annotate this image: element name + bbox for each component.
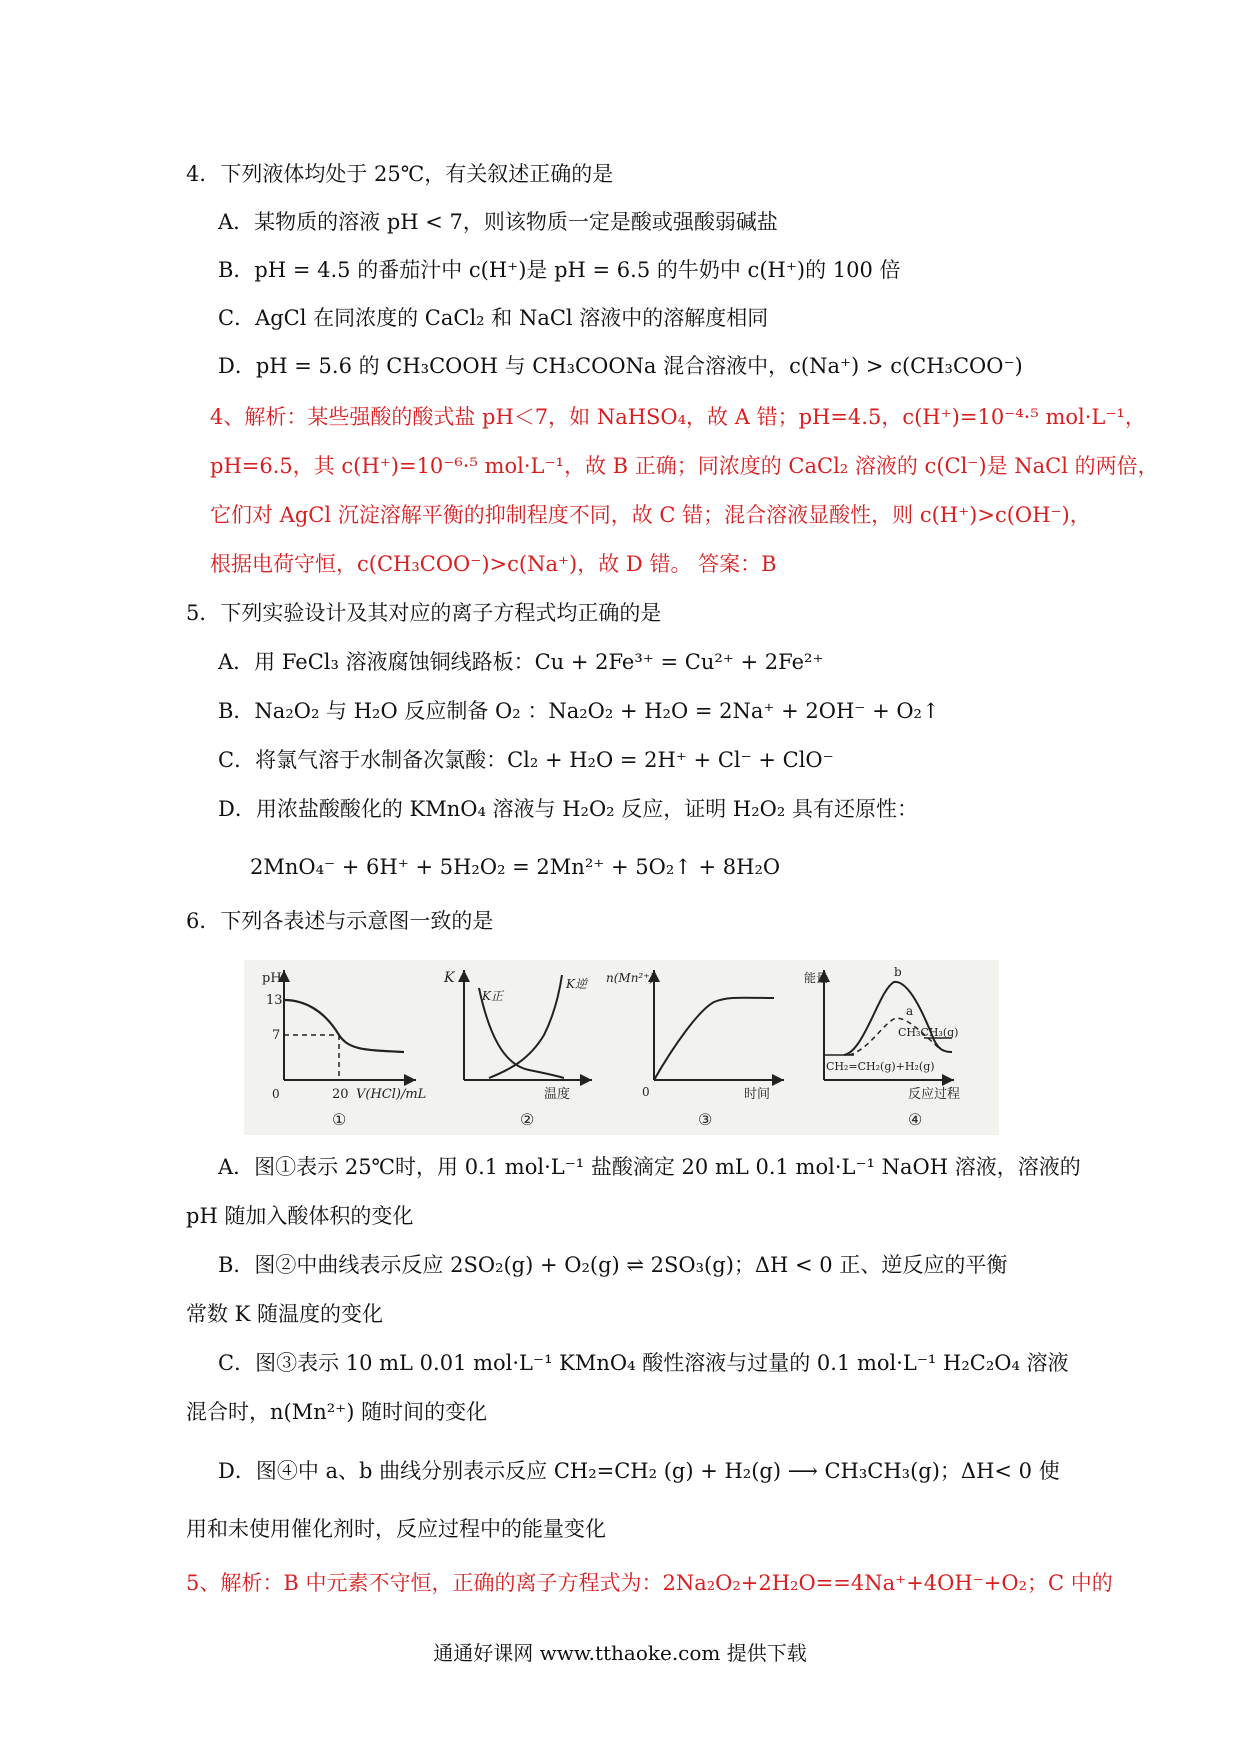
q5-option-d-equation: 2MnO₄⁻ + 6H⁺ + 5H₂O₂ = 2Mn²⁺ + 5O₂↑ + 8H₂O <box>250 855 781 879</box>
g3-xlabel: 时间 <box>744 1087 771 1102</box>
q4-option-c: C．AgCl 在同浓度的 CaCl₂ 和 NaCl 溶液中的溶解度相同 <box>218 306 769 330</box>
g4-curve-b: b <box>894 965 902 979</box>
g4-product: CH₃CH₃(g) <box>898 1026 959 1039</box>
g1-ylabel: pH <box>262 971 282 986</box>
g2-number: ② <box>520 1110 535 1129</box>
g2-k-zheng: K正 <box>482 989 503 1003</box>
q4-stem: 4．下列液体均处于 25℃，有关叙述正确的是 <box>186 162 614 186</box>
q5-stem: 5．下列实验设计及其对应的离子方程式均正确的是 <box>186 601 662 625</box>
q4-analysis-line1: 4、解析：某些强酸的酸式盐 pH＜7，如 NaHSO₄，故 A 错；pH=4.5，c(H⁺)=10⁻⁴·⁵ mol·L⁻¹， <box>210 405 1146 429</box>
q5-option-a: A．用 FeCl₃ 溶液腐蚀铜线路板：Cu + 2Fe³⁺ = Cu²⁺ + 2Fe²⁺ <box>218 650 824 674</box>
q6-option-c-line2: 混合时，n(Mn²⁺) 随时间的变化 <box>186 1400 488 1424</box>
q6-option-a-line1: A．图①表示 25℃时，用 0.1 mol·L⁻¹ 盐酸滴定 20 mL 0.1 mol·L⁻¹ NaOH 溶液，溶液的 <box>218 1155 1081 1179</box>
q6-option-b-line1: B．图②中曲线表示反应 2SO₂(g) + O₂(g) ⇌ 2SO₃(g)；ΔH < 0 正、逆反应的平衡 <box>218 1253 1008 1277</box>
q6-option-c-line1: C．图③表示 10 mL 0.01 mol·L⁻¹ KMnO₄ 酸性溶液与过量的 0.1 mol·L⁻¹ H₂C₂O₄ 溶液 <box>218 1351 1069 1375</box>
q6-option-b-line2: 常数 K 随温度的变化 <box>186 1302 384 1326</box>
g3-ylabel: n(Mn²⁺) <box>606 971 655 985</box>
q4-option-d: D．pH = 5.6 的 CH₃COOH 与 CH₃COONa 混合溶液中，c(Na⁺) > c(CH₃COO⁻) <box>218 354 1023 378</box>
g4-reactant: CH₂=CH₂(g)+H₂(g) <box>826 1060 935 1073</box>
g1-y13: 13 <box>266 993 283 1008</box>
g2-ylabel: K <box>444 970 455 986</box>
g1-origin: 0 <box>272 1087 280 1101</box>
q4-analysis-line2: pH=6.5，其 c(H⁺)=10⁻⁶·⁵ mol·L⁻¹，故 B 正确；同浓度的 CaCl₂ 溶液的 c(Cl⁻)是 NaCl 的两倍， <box>210 454 1159 478</box>
g4-number: ④ <box>908 1110 923 1129</box>
g1-x20: 20 <box>332 1087 349 1102</box>
graph-3 <box>654 970 784 1080</box>
q5-option-d: D．用浓盐酸酸化的 KMnO₄ 溶液与 H₂O₂ 反应，证明 H₂O₂ 具有还原性： <box>218 797 918 821</box>
q4-analysis-line3: 它们对 AgCl 沉淀溶解平衡的抑制程度不同，故 C 错；混合溶液显酸性，则 c(H⁺)>c(OH⁻)， <box>210 503 1091 527</box>
g1-number: ① <box>332 1110 347 1129</box>
q4-option-a: A．某物质的溶液 pH < 7，则该物质一定是酸或强酸弱碱盐 <box>218 210 778 234</box>
graph-1 <box>284 970 416 1080</box>
g2-k-ni: K逆 <box>566 977 587 991</box>
g1-y7: 7 <box>272 1028 281 1043</box>
q6-option-a-line2: pH 随加入酸体积的变化 <box>186 1204 414 1228</box>
g1-xlabel: V(HCl)/mL <box>356 1087 427 1102</box>
q5-option-b: B．Na₂O₂ 与 H₂O 反应制备 O₂ ：Na₂O₂ + H₂O = 2Na⁺ + 2OH⁻ + O₂↑ <box>218 699 940 723</box>
page-footer: 通通好课网 www.tthaoke.com 提供下载 <box>433 1641 807 1665</box>
q6-figure-svg <box>244 960 999 1135</box>
g4-curve-a: a <box>906 1004 914 1018</box>
q6-figure <box>244 960 999 1135</box>
q5-analysis-line1: 5、解析：B 中元素不守恒，正确的离子方程式为：2Na₂O₂+2H₂O==4Na⁺+4OH⁻+O₂；C 中的 <box>186 1571 1113 1595</box>
g2-xlabel: 温度 <box>544 1087 571 1102</box>
q6-stem: 6．下列各表述与示意图一致的是 <box>186 909 494 933</box>
g4-xlabel: 反应过程 <box>908 1087 961 1102</box>
g4-ylabel: 能量 <box>804 971 829 985</box>
g3-origin: 0 <box>642 1085 650 1099</box>
g3-number: ③ <box>698 1110 713 1129</box>
q5-option-c: C．将氯气溶于水制备次氯酸：Cl₂ + H₂O = 2H⁺ + Cl⁻ + ClO⁻ <box>218 748 834 772</box>
q4-analysis-line4: 根据电荷守恒，c(CH₃COO⁻)>c(Na⁺)，故 D 错。 答案：B <box>210 552 777 576</box>
q4-option-b: B．pH = 4.5 的番茄汁中 c(H⁺)是 pH = 6.5 的牛奶中 c(H⁺)的 100 倍 <box>218 258 901 282</box>
q6-option-d-line1: D．图④中 a、b 曲线分别表示反应 CH₂=CH₂ (g) + H₂(g) ⟶ CH₃CH₃(g)；ΔH< 0 使 <box>218 1459 1060 1483</box>
q6-option-d-line2: 用和未使用催化剂时，反应过程中的能量变化 <box>186 1517 606 1541</box>
